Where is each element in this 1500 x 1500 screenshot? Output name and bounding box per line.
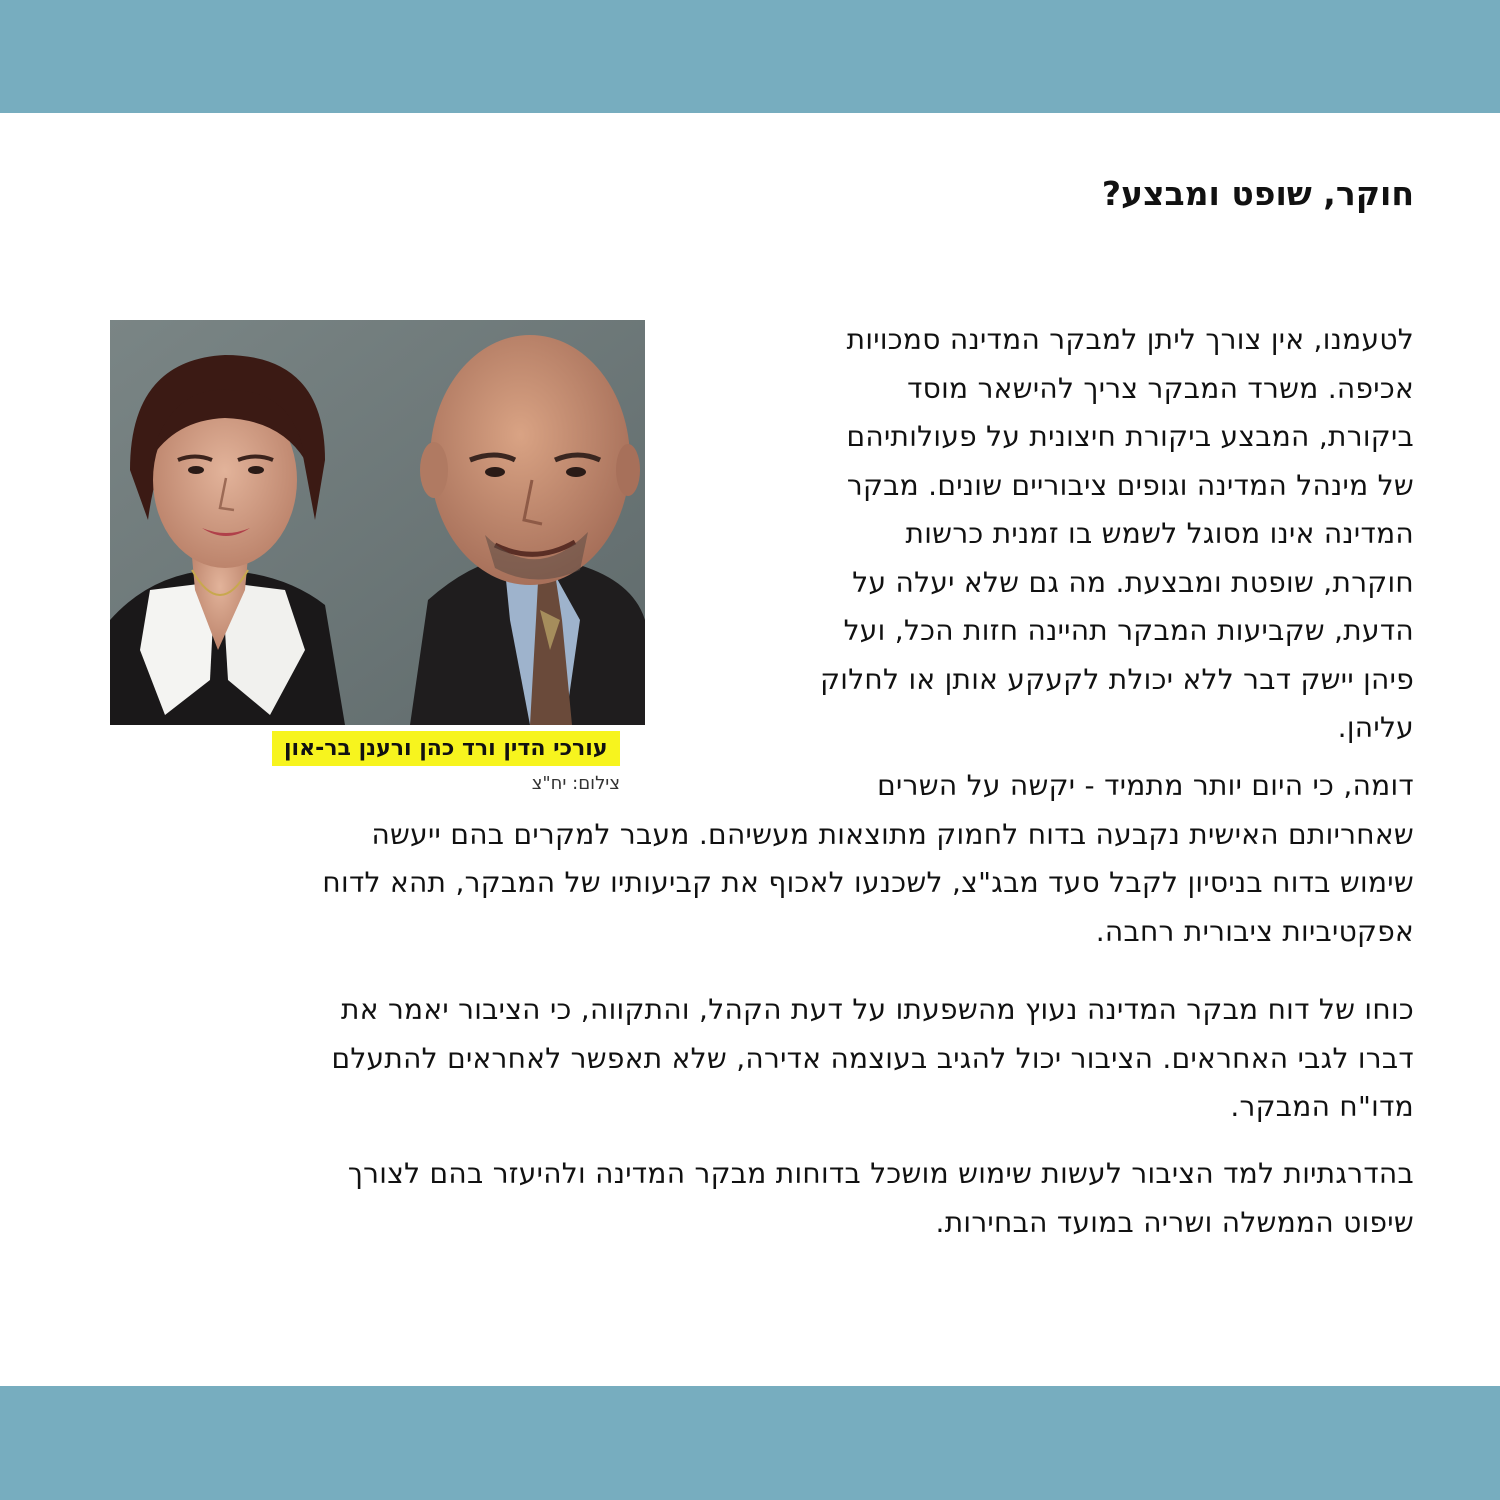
- paragraph-line: אפקטיביות ציבורית רחבה.: [1095, 914, 1414, 948]
- page-title: חוקר, שופט ומבצע?: [1101, 174, 1414, 213]
- paragraph-line: שימוש בדוח בניסיון לקבל סעד מבג"צ, לשכנעו לאכוף את קביעותיו של המבקר, תהא לדוח: [322, 866, 1414, 899]
- paragraph-4: [114, 1150, 1414, 1247]
- paragraph-line: עליהן.: [1337, 711, 1414, 744]
- paragraph-line: הדעת, שקביעות המבקר תהיינה חזות הכל, ועל: [843, 614, 1414, 647]
- paragraph-3: [114, 986, 1414, 1132]
- paragraph-line: אכיפה. משרד המבקר צריך להישאר מוסד: [907, 371, 1414, 405]
- paragraph-line: כוחו של דוח מבקר המדינה נעוץ מהשפעתו על דעת הקהל, והתקווה, כי הציבור יאמר את: [341, 993, 1414, 1026]
- paragraph-1: [734, 316, 1414, 753]
- paragraph-line: ביקורת, המבצע ביקורת חיצונית על פעולותיהם: [846, 420, 1414, 453]
- paragraph-line: פיהן יישק דבר ללא יכולת לקעקע אותן או לחלוק: [820, 662, 1414, 696]
- portrait-photo: [110, 320, 645, 725]
- portrait-illustration: [110, 320, 645, 725]
- top-band: [0, 0, 1500, 113]
- bottom-band: [0, 1386, 1500, 1500]
- photo-caption: עורכי הדין ורד כהן ורענן בר-און: [272, 731, 620, 766]
- paragraph-line: מדו"ח המבקר.: [1230, 1090, 1414, 1123]
- paragraph-line: בהדרגתיות למד הציבור לעשות שימוש מושכל בדוחות מבקר המדינה ולהיעזר בהם לצורך: [347, 1157, 1414, 1190]
- paragraph-line: לטעמנו, אין צורך ליתן למבקר המדינה סמכויות: [846, 323, 1414, 356]
- paragraph-line: דברו לגבי האחראים. הציבור יכול להגיב בעוצמה אדירה, שלא תאפשר לאחראים להתעלם: [331, 1041, 1414, 1075]
- paragraph-line: שאחריותם האישית נקבעה בדוח לחמוק מתוצאות מעשיהם. מעבר למקרים בהם ייעשה: [371, 817, 1414, 851]
- photo-credit: צילום: יח"צ: [531, 773, 620, 794]
- paragraph-line: המדינה אינו מסוגל לשמש בו זמנית כרשות: [905, 517, 1414, 550]
- paragraph-line: שיפוט הממשלה ושריה במועד הבחירות.: [935, 1205, 1414, 1239]
- paragraph-line: חוקרת, שופטת ומבצעת. מה גם שלא יעלה על: [852, 565, 1414, 599]
- paragraph-line: של מינהל המדינה וגופים ציבוריים שונים. מבקר: [846, 468, 1414, 502]
- paragraph-line: דומה, כי היום יותר מתמיד - יקשה על השרים: [877, 769, 1414, 802]
- paragraph-2: [114, 762, 1414, 956]
